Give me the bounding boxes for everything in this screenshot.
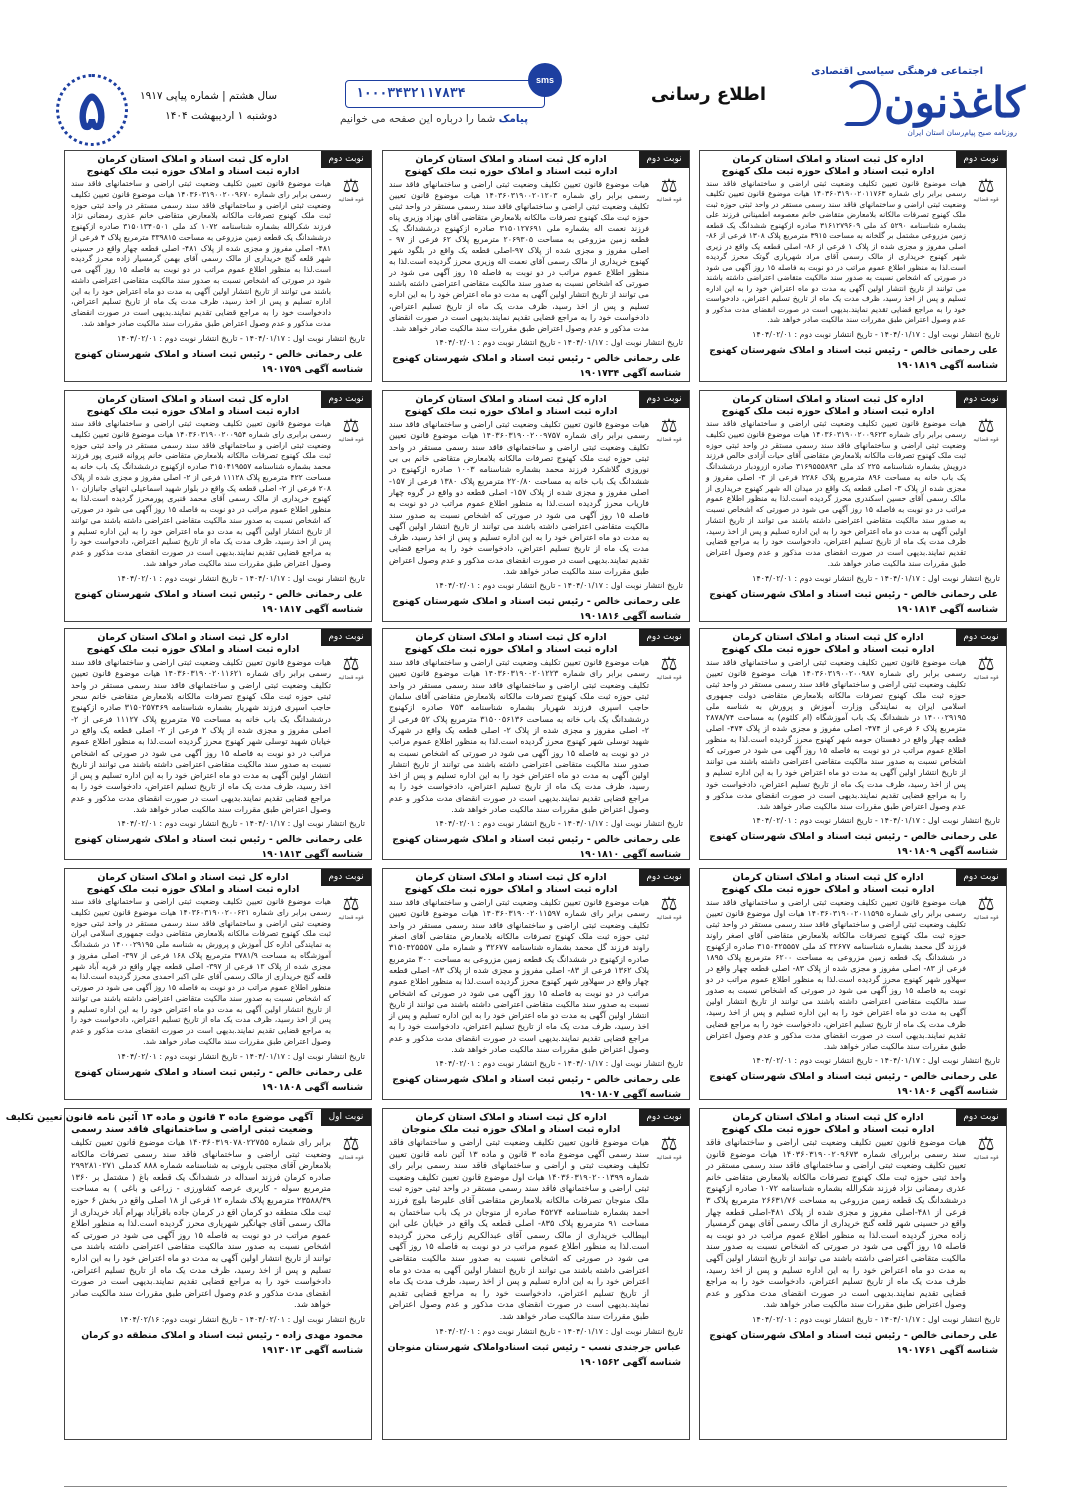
notice-body: هیات موضوع قانون تعیین تکلیف وضعیت ثبتی اراضی و ساختمانهای فاقد سند رسمی برابر رای شماره ۱۴۰۳۶۰۳۱۹۰۰۲۰۱۱۵۹۷ هیات موضوع قانون تعیین تکلیف وضعیت ثبتی اراضی و ساختمانهای فاقد سند رسمی مستقر در واحد ثبتی حوزه ثبت ملک کهنوج تصرفات مالکانه بلامعارض متقاضی آقای اصغر راوند فرزند گل محمد بشماره شناسنامه ۳۲۶۷۷ و شماره ملی ۳۱۵۰۴۲۵۵۵۷ صادره ازکهنوج در ششدانگ یک قطعه زمین مزروعی به مساحت ۳۰۰ مترمربع پلاک ۱۳۶۲ فرعی از ۸۳- اصلی مفروز و مجزی شده از پلاک ۸۳- اصلی قطعه چهار واقع در سهلاور شهر کهنوج محرز گردیده است.لذا به منظور اطلاع عموم مراتب در دو نوبت به فاصله ۱۵ روز آگهی می شود در صورتی که اشخاص نسبت به صدور سند مالکیت متقاضی اعتراضی داشته باشند می توانند از تاریخ انتشار اولین آگهی به مدت دو ماه اعتراض خود را به این اداره تسلیم و پس از اخذ رسید، ظرف مدت یک ماه از تاریخ تسلیم اعتراض، دادخواست خود را به مراجع قضایی تقدیم نمایند.بدیهی است در صورت انقضای مدت مذکور و عدم وصول اعتراض طبق مقررات سند مالکیت صادر خواهد شد. <box>389 897 649 1055</box>
notice-id: شناسه آگهی ۱۹۰۱۷۵۹ <box>261 363 363 375</box>
notice-dates: تاریخ انتشار نوبت اول : ۱۴۰۴/۰۱/۱۷ - تاریخ انتشار نوبت دوم : ۱۴۰۴/۰۲/۰۱ <box>435 819 683 829</box>
scales-of-justice-icon <box>337 175 365 207</box>
notice-signature: محمود مهدی زاده - رئیس ثبت اسناد و املاک منطقه دو کرمان <box>81 1329 363 1341</box>
logo-swirl-icon <box>843 80 881 126</box>
notice-card <box>382 868 690 1100</box>
scales-of-justice-icon <box>655 175 683 207</box>
notice-card <box>699 628 1007 860</box>
emblem-caption: قوه قضائیه <box>973 197 999 203</box>
notice-badge: نوبت دوم <box>321 629 371 646</box>
notice-body: هیات موضوع قانون تعیین تکلیف وضعیت ثبتی اراضی و ساختمانهای فاقد سند رسمی برابر رای شماره ۱۴۰۳۶۰۳۱۹۰۰۲۰۰۶۲۱ هیات موضوع قانون تعیین تکلیف وضعیت ثبتی اراضی و ساختمانهای فاقد سند رسمی مستقر در واحد ثبتی حوزه ثبت ملک کهنوج تصرفات مالکانه بلامعارض متقاضی دولت جمهوری اسلامی ایران به نمایندگی اداره کل آموزش و پرورش به شناسه ملی ۱۴۰۰۰۲۹۱۹۵ در ششدانگ آموزشگاه به مساحت ۳۷۸۱/۹ مترمربع پلاک ۱۶۸ فرعی از ۳۹۷- اصلی مفروز و مجزی شده از پلاک ۱۳ فرعی از ۳۹۷- اصلی قطعه چهار واقع در قریه آباد شهر قلعه گنج خریداری از مالک رسمی آقای علی اکبر احمدی محرز گردیده است.لذا به منظور اطلاع عموم مراتب در دو نوبت به فاصله ۱۵ روز آگهی می شود در صورتی که اشخاص نسبت به صدور سند مالکیت متقاضی اعتراضی داشته باشند می توانند از تاریخ انتشار اولین آگهی به مدت دو ماه اعتراض خود را به این اداره تسلیم و پس از اخذ رسید، ظرف مدت یک ماه از تاریخ تسلیم اعتراض، دادخواست خود را به مراجع قضایی تقدیم نمایند.بدیهی است در صورت انقضای مدت مذکور و عدم وصول اعتراض طبق مقررات سند مالکیت صادر خواهد شد. <box>71 897 332 1046</box>
notice-card <box>382 150 690 382</box>
notice-body: هیات موضوع قانون تعیین تکلیف وضعیت ثبتی اراضی و ساختمانهای فاقد سند رسمی برابر رای شماره ۱۴۰۳۶۰۳۱۹۰۰۲۰۰۹۶۷۰ هیات موضوع قانون تعیین تکلیف وضعیت ثبتی اراضی و ساختمانهای فاقد سند رسمی مستقر در واحد ثبتی حوزه ثبت ملک کهنوج تصرفات مالکانه بلامعارض متقاضی خانم عذری رمضانی نژاد فرزند شکرالله بشماره شناسنامه ۱۰۷۲ کد ملی ۳۱۵۰۱۳۴۰۵۰۱ صادره ازکهنوج درششدانگ یک قطعه زمین مزروعی به مساحت ۳۳۹۸۱۵ مترمربع پلاک ۴ فرعی از ۴۸۱- اصلی مفروز و مجزی شده از پلاک ۴۸۱- اصلی قطعه چهار واقع در حسینی شهر قلعه گنج خریداری از مالک رسمی آقای بهمن گرمسیار زاده محرز گردیده است.لذا به منظور اطلاع عموم مراتب در دو نوبت به فاصله ۱۵ روز آگهی می شود در صورتی که اشخاص نسبت به صدور سند مالکیت متقاضی اعتراضی داشته باشند می توانند از تاریخ انتشار اولین آگهی به مدت دو ماه اعتراض خود را به این اداره تسلیم و پس از اخذ رسید، ظرف مدت یک ماه از تاریخ تسلیم اعتراض، دادخواست خود را به مراجع قضایی تقدیم نمایند.بدیهی است در صورت انقضای مدت مذکور و عدم وصول اعتراض طبق مقررات سند مالکیت صادر خواهد شد. <box>71 179 332 328</box>
notice-subtitle: اداره ثبت اسناد و املاک حوزه ثبت ملک کهنوج <box>721 1124 935 1135</box>
emblem-caption: قوه قضائیه <box>656 1155 682 1161</box>
notice-id: شناسه آگهی ۱۹۰۱۷۶۱ <box>896 1344 998 1356</box>
notice-signature: علی رحمانی خالص - رئیس ثبت اسناد و املاک شهرستان کهنوج <box>709 588 998 600</box>
notice-dates: تاریخ انتشار نوبت اول : ۱۴۰۴/۰۱/۱۷ - تاریخ انتشار نوبت دوم : ۱۴۰۴/۰۲/۰۱ <box>435 581 683 591</box>
scales-glyph-icon: ⚖ <box>342 893 360 915</box>
notice-badge: نوبت دوم <box>956 1109 1006 1126</box>
scales-glyph-icon: ⚖ <box>977 893 995 915</box>
notice-body: هیات موضوع قانون تعیین تکلیف وضعیت ثبتی اراضی و ساختمانهای فاقد سند رسمی برابر رای شماره ۱۴۰۳۶۰۳۱۹۰۰۲۰۰۹۸۷ هیات موضوع قانون تعیین تکلیف وضعیت ثبتی اراضی و ساختمانهای فاقد سند رسمی مستقر در واحد ثبتی حوزه ثبت ملک کهنوج تصرفات مالکانه بلامعارض متقاضی دولت جمهوری اسلامی ایران به نمایندگی وزارت آموزش و پرورش به شناسه ملی ۱۴۰۰۰۲۹۱۹۵ در ششدانگ یک باب آموزشگاه (ام کلثوم) به مساحت ۲۸۷۸/۷۴ مترمربع پلاک ۶ فرعی از ۴۷۴- اصلی مفروز و مجزی شده از پلاک ۴۷۴- اصلی قطعه چهار واقع در دهستان حومه شهر کهنوج محرز گردیده است.لذا به منظور اطلاع عموم مراتب در دو نوبت به فاصله ۱۵ روز آگهی می شود در صورتی که اشخاص نسبت به صدور سند مالکیت متقاضی اعتراضی داشته باشند می توانند از تاریخ انتشار اولین آگهی به مدت دو ماه اعتراض خود را به این اداره تسلیم و پس از اخذ رسید، ظرف مدت یک ماه از تاریخ تسلیم اعتراض، دادخواست خود را به مراجع قضایی تقدیم نمایند.بدیهی است در صورت انقضای مدت مذکور و عدم وصول اعتراض طبق مقررات سند مالکیت صادر خواهد شد. <box>706 658 966 811</box>
notice-dates: تاریخ انتشار نوبت اول : ۱۴۰۴/۰۱/۱۷ - تاریخ انتشار نوبت دوم : ۱۴۰۴/۰۲/۰۱ <box>752 329 1000 339</box>
scales-glyph-icon: ⚖ <box>342 175 360 197</box>
emblem-caption: قوه قضائیه <box>973 437 999 443</box>
notice-card <box>699 390 1007 622</box>
bottom-rule <box>64 1486 1007 1487</box>
notice-body: هیات موضوع قانون تعیین تکلیف وضعیت ثبتی اراضی و ساختمانهای فاقد سند رسمی برابر رای شماره ۱۴۰۳۶۰۳۱۹۰۰۲۰۱۲۰۳ هیات موضوع قانون تعیین تکلیف وضعیت ثبتی اراضی و ساختمانهای فاقد سند رسمی مستقر در واحد ثبتی حوزه ثبت ملک کهنوج تصرفات مالکانه بلامعارض متقاضی آقای بهزاد وزیری پناه فرزند نعمت اله بشماره ملی ۳۱۵۰۱۲۷۶۹۱ صادره ازکهنوج درششدانگ یک قطعه زمین مزروعی به مساحت ۲۰۶۹۳۰۵ مترمربع پلاک ۶۲ فرعی از ۹۷ - اصلی مفروز و مجزی شده از پلاک ۹۷-اصلی قطعه یک واقع در بلگود شهر کهنوج خریداری از مالک رسمی آقای نعمت اله وزیری محرز گردیده است.لذا به منظور اطلاع عموم مراتب در دو نوبت به فاصله ۱۵ روز آگهی می شود در صورتی که اشخاص نسبت به صدور سند مالکیت متقاضی اعتراضی داشته باشند می توانند از تاریخ انتشار اولین آگهی به مدت دو ماه اعتراض خود را به این اداره تسلیم و پس از اخذ رسید، ظرف مدت یک ماه از تاریخ تسلیم اعتراض، دادخواست خود را به مراجع قضایی تقدیم نمایند.بدیهی است در صورت انقضای مدت مذکور و عدم وصول اعتراض طبق مقررات سند مالکیت صادر خواهد شد. <box>389 180 649 333</box>
notice-signature: علی رحمانی خالص - رئیس ثبت اسناد و املاک شهرستان کهنوج <box>392 834 681 846</box>
sms-number-box[interactable] <box>345 75 554 108</box>
scales-glyph-icon: ⚖ <box>342 1133 360 1155</box>
scales-of-justice-icon <box>972 415 1000 447</box>
notice-title: اداره کل ثبت اسناد و املاک استان کرمان <box>97 394 289 405</box>
notice-subtitle: اداره ثبت اسناد و املاک حوزه ثبت ملک کهنوج <box>404 166 618 177</box>
scales-glyph-icon: ⚖ <box>342 415 360 437</box>
notice-body: هیات موضوع قانون تعیین تکلیف وضعیت ثبتی اراضی و ساختمانهای فاقد سند رسمی برابر رای شماره ۱۴۰۳۶۰۳۱۹۰۰۲۰۰۹۷۵۷ هیات موضوع قانون تعیین تکلیف وضعیت ثبتی اراضی و ساختمانهای فاقد سند رسمی مستقر در واحد ثبتی حوزه ثبت ملک کهنوج تصرفات مالکانه بلامعارض متقاضی خانم بی بی نوروزی گلاشکرد فرزند محمد بشماره شناسنامه ۱۰۰۳ صادره ازکهنوج در ششدانگ یک باب خانه به مساحت ۲۲۰/۸۰ مترمربع پلاک ۱۳۸۰ فرعی از ۱۵۷- اصلی مفروز و مجزی شده از پلاک ۱۵۷- اصلی قطعه دو واقع در گروه چهار فاریاب محرز گردیده است.لذا به منظور اطلاع عموم مراتب در دو نوبت به فاصله ۱۵ روز آگهی می شود در صورتی که اشخاص نسبت به صدور سند مالکیت متقاضی اعتراضی داشته باشند می توانند از تاریخ انتشار اولین آگهی به مدت دو ماه اعتراض خود را به این اداره تسلیم و پس از اخذ رسید، ظرف مدت یک ماه از تاریخ تسلیم اعتراض، دادخواست خود را به مراجع قضایی تقدیم نمایند.بدیهی است در صورت انقضای مدت مذکور و عدم وصول اعتراض طبق مقررات سند مالکیت صادر خواهد شد. <box>389 419 650 577</box>
notice-id: شناسه آگهی ۱۹۰۱۷۳۴ <box>579 367 681 379</box>
notice-signature: علی رحمانی خالص - رئیس ثبت اسناد و املاک شهرستان کهنوج <box>74 1066 363 1078</box>
notice-title: آگهی موضوع ماده ۳ قانون و ماده ۱۳ آئین نامه قانون تعیین تکلیف <box>5 1112 313 1123</box>
notice-signature: علی رحمانی خالص - رئیس ثبت اسناد و املاک شهرستان کهنوج <box>392 352 681 364</box>
sms-caption <box>340 113 528 125</box>
issue-line-1: سال هشتم | شماره پیاپی ۱۹۱۷ <box>140 90 278 102</box>
logo-subtitle: روزنامه صبح پیام‌رسان استان ایران <box>907 128 1017 137</box>
notice-badge: نوبت دوم <box>639 1109 689 1126</box>
scales-of-justice-icon <box>972 175 1000 207</box>
notice-badge: نوبت دوم <box>321 391 371 408</box>
scales-glyph-icon: ⚖ <box>660 415 678 437</box>
scales-of-justice-icon <box>655 893 683 925</box>
notice-subtitle: اداره ثبت اسناد و املاک حوزه ثبت ملک کهنوج <box>86 406 300 417</box>
notice-body: هیات موضوع قانون تعیین تکلیف وضعیت ثبتی اراضی و ساختمانهای فاقد سند رسمی برابر رای شماره ۱۴۰۳۶۰۳۱۹۰۰۲۰۱۱۵۹۵ هیات اول موضوع قانون تعیین تکلیف وضعیت ثبتی اراضی و ساختمانهای فاقد سند رسمی مستقر در واحد ثبتی حوزه ثبت ملک کهنوج تصرفات مالکانه بلامعارض متقاضی آقای اصغر راوند فرزند گل محمد بشماره شناسنامه ۳۲۶۷۷ کد ملی ۳۱۵۰۴۲۵۵۵۷ صادره ازکهنوج در ششدانگ یک قطعه زمین مزروعی به مساحت ۶۲۰۰ مترمربع پلاک ۱۸۹۵ فرعی از ۸۳- اصلی مفروز و مجزی شده از پلاک ۸۳- اصلی قطعه چهار واقع در سهلاور شهر کهنوج محرز گردیده است.لذا به منظور اطلاع عموم مراتب در دو نوبت به فاصله ۱۵ روز آگهی می شود در صورتی که اشخاص نسبت به صدور سند مالکیت متقاضی اعتراضی داشته باشند می توانند از تاریخ انتشار اولین آگهی به مدت دو ماه اعتراض خود را به این اداره تسلیم و پس از اخذ رسید، ظرف مدت یک ماه از تاریخ تسلیم اعتراض، دادخواست خود را به مراجع قضایی تقدیم نمایند.بدیهی است در صورت انقضای مدت مذکور و عدم وصول اعتراض طبق مقررات سند مالکیت صادر خواهد شد. <box>706 898 966 1051</box>
notice-badge: نوبت دوم <box>639 391 689 408</box>
notice-subtitle: اداره ثبت اسناد و املاک حوزه ثبت ملک منوجان <box>401 1124 621 1135</box>
notice-body: هیات موضوع قانون تعیین تکلیف وضعیت ثبتی اراضی و ساختمانهای فاقد سند رسمی برابر رای شماره ۱۴۰۳۶۰۳۱۹۰۰۲۰۰۹۶۲۳ هیات موضوع قانون تعیین تکلیف وضعیت ثبتی اراضی و ساختمانهای فاقد سند رسمی مستقر در واحد ثبتی حوزه ثبت ملک کهنوج تصرفات مالکانه بلامعارض متقاضی آقای حیات آزادی خالص فرزند درویش بشماره شناسنامه ۲۲۵ کد ملی ۳۱۶۹۵۵۵۸۹۳ صادره ازرودبار درششدانگ یک باب خانه به مساحت ۸۹۶ مترمربع پلاک ۲۲۸۶ فرعی از ۳- اصلی مفروز و مجزی شده از پلاک ۳- اصلی قطعه یک واقع در میدان اله شهر کهنوج خریداری از مالک رسمی آقای حسین اسکندری محرز گردیده است.لذا به منظور اطلاع عموم مراتب در دو نوبت به فاصله ۱۵ روز آگهی می شود در صورتی که اشخاص نسبت به صدور سند مالکیت متقاضی اعتراضی داشته باشند می توانند از تاریخ انتشار اولین آگهی به مدت دو ماه اعتراض خود را به این اداره تسلیم و پس از اخذ رسید، ظرف مدت یک ماه از تاریخ تسلیم اعتراض، دادخواست خود را به مراجع قضایی تقدیم نمایند.بدیهی است در صورت انقضای مدت مذکور و عدم وصول اعتراض طبق مقررات سند مالکیت صادر خواهد شد. <box>706 419 967 568</box>
emblem-caption: قوه قضائیه <box>338 915 364 921</box>
scales-of-justice-icon <box>655 653 683 685</box>
notice-subtitle: اداره ثبت اسناد و املاک حوزه ثبت ملک کهنوج <box>86 884 300 895</box>
sms-caption-bold: پیامک <box>498 113 529 125</box>
notice-dates: تاریخ انتشار نوبت اول : ۱۴۰۴/۰۲/۰۱ - تاریخ انتشار نوبت دوم: ۱۴۰۴/۰۲/۱۶ <box>119 1314 365 1324</box>
notice-body: هیات موضوع قانون تعیین تکلیف وضعیت ثبتی اراضی و ساختمانهای فاقد سند رسمی برابر رای شماره ۱۴۰۳۶۰۳۱۹۰۰۲۰۱۲۲۳ هیات موضوع قانون تعیین تکلیف وضعیت ثبتی اراضی و ساختمانهای فاقد سند رسمی مستقر در واحد ثبتی حوزه ثبت ملک کهنوج تصرفات مالکانه بلامعارض متقاضی آقای سلمان حاجب اسپری فرزند شهریار بشماره شناسنامه ۷۵۳ صادره ازکهنوج درششدانگ یک باب خانه به مساحت ۳۱۵۰۰۵۶۱۳۶ مترمربع پلاک ۵۲ فرعی از ۲- اصلی مفروز و مجزی شده از پلاک ۲- اصلی قطعه یک واقع در شهرک شهید توسلی شهر کهنوج محرز گردیده است.لذا به منظور اطلاع عموم مراتب در دو نوبت به فاصله ۱۵ روز آگهی می شود در صورتی که اشخاص نسبت به صدور سند مالکیت متقاضی اعتراضی داشته باشند می توانند از تاریخ انتشار اولین آگهی به مدت دو ماه اعتراض خود را به این اداره تسلیم و پس از اخذ رسید، ظرف مدت یک ماه از تاریخ تسلیم اعتراض، دادخواست خود را به مراجع قضایی تقدیم نمایند.بدیهی است در صورت انقضای مدت مذکور و عدم وصول اعتراض طبق مقررات سند مالکیت صادر خواهد شد. <box>389 657 650 815</box>
scales-glyph-icon: ⚖ <box>660 893 678 915</box>
notice-title: اداره کل ثبت اسناد و املاک استان کرمان <box>97 154 289 165</box>
notice-card <box>64 390 372 622</box>
scales-of-justice-icon <box>972 893 1000 925</box>
scales-glyph-icon: ⚖ <box>977 175 995 197</box>
logo-tagline: اجتماعی فرهنگی سیاسی اقتصادی <box>811 66 983 77</box>
notice-id: شناسه آگهی ۱۹۱۳۰۱۳ <box>261 1344 363 1356</box>
notice-id: شناسه آگهی ۱۹۰۱۸۰۹ <box>896 845 998 857</box>
notice-title: اداره کل ثبت اسناد و املاک استان کرمان <box>415 872 607 883</box>
emblem-caption: قوه قضائیه <box>656 675 682 681</box>
notice-card <box>5 1108 372 1440</box>
issue-line-2: دوشنبه ۱ اردیبهشت ۱۴۰۴ <box>165 110 278 122</box>
notice-id: شناسه آگهی ۱۹۰۱۵۶۲ <box>579 1356 681 1368</box>
notice-title: اداره کل ثبت اسناد و املاک استان کرمان <box>415 394 607 405</box>
notice-signature: علی رحمانی خالص - رئیس ثبت اسناد و املاک شهرستان کهنوج <box>392 1074 681 1086</box>
notice-badge: نوبت دوم <box>321 869 371 886</box>
notice-badge: نوبت دوم <box>956 629 1006 646</box>
scales-of-justice-icon <box>337 1133 365 1165</box>
notice-dates: تاریخ انتشار نوبت اول : ۱۴۰۴/۰۱/۱۷ - تاریخ انتشار نوبت دوم : ۱۴۰۴/۰۲/۰۱ <box>435 1326 683 1336</box>
page-number: ۵ <box>77 78 107 142</box>
notice-card <box>382 628 690 860</box>
notice-dates: تاریخ انتشار نوبت اول : ۱۴۰۴/۰۱/۱۷ - تاریخ انتشار نوبت دوم : ۱۴۰۴/۰۲/۰۱ <box>117 573 365 583</box>
notice-signature: علی رحمانی خالص - رئیس ثبت اسناد و املاک شهرستان کهنوج <box>709 1329 998 1341</box>
notice-id: شناسه آگهی ۱۹۰۱۸۱۰ <box>579 849 681 861</box>
notice-id: شناسه آگهی ۱۹۰۱۸۰۷ <box>579 1089 681 1101</box>
notice-card <box>382 390 690 622</box>
notice-signature: علی رحمانی خالص - رئیس ثبت اسناد و املاک شهرستان کهنوج <box>74 348 363 360</box>
emblem-caption: قوه قضائیه <box>656 915 682 921</box>
notice-card <box>699 1108 1007 1440</box>
notice-badge: نوبت دوم <box>956 869 1006 886</box>
notice-badge: نوبت دوم <box>639 869 689 886</box>
notice-card <box>699 868 1007 1100</box>
emblem-caption: قوه قضائیه <box>973 915 999 921</box>
scales-of-justice-icon <box>337 653 365 685</box>
newspaper-logo[interactable] <box>811 66 1031 144</box>
notice-title: اداره کل ثبت اسناد و املاک استان کرمان <box>415 632 607 643</box>
notice-body: هیات موضوع قانون تعیین تکلیف وضعیت ثبتی اراضی و ساختمانهای فاقد سند رسمی برابر رای شماره ۱۴۰۳۶۰۳۱۹۰۰۲۰۱۱۷۶۳ هیات موضوع قانون تعیین تکلیف وضعیت ثبتی اراضی و ساختمانهای فاقد سند رسمی مستقر در واحد ثبتی حوزه ثبت ملک کهنوج تصرفات مالکانه بلامعارض متقاضی خانم معصومه اطمینانی فرزند علی بشماره شناسنامه ۵۲۹۰ کد ملی ۳۱۶۱۲۷۹۶۰۹ صادره ازکهنوج ششدانگ یک قطعه زمین مزروعی مشتمل بر گلخانه به مساحت ۳۹۱۵ مترمربع پلاک ۱۳۰۸ فرعی از ۸۶- اصلی مفروز و مجزی شده از پلاک ۱ فرعی از ۸۶- اصلی قطعه یک واقع در زیری شهر کهنوج خریداری از مالک رسمی آقای مراد شهریاری گوتک محرز گردیده است.لذا به منظور اطلاع عموم مراتب در دو نوبت به فاصله ۱۵ روز آگهی می شود در صورتی که اشخاص نسبت به صدور سند مالکیت متقاضی اعتراضی داشته باشند می توانند از تاریخ انتشار اولین آگهی به مدت دو ماه اعتراض خود را به این اداره تسلیم و پس از اخذ رسید، ظرف مدت یک ماه از تاریخ تسلیم اعتراض، دادخواست خود را به مراجع قضایی تقدیم نمایند.بدیهی است در صورت انقضای مدت مذکور و عدم وصول اعتراض طبق مقررات سند مالکیت صادر خواهد شد. <box>706 179 967 325</box>
scales-glyph-icon: ⚖ <box>660 1133 678 1155</box>
notice-dates: تاریخ انتشار نوبت اول : ۱۴۰۴/۰۱/۱۷ - تاریخ انتشار نوبت دوم : ۱۴۰۴/۰۲/۰۱ <box>117 333 365 343</box>
notice-card <box>64 628 372 860</box>
notice-dates: تاریخ انتشار نوبت اول : ۱۴۰۴/۰۱/۱۷ - تاریخ انتشار نوبت دوم : ۱۴۰۴/۰۲/۰۱ <box>435 337 683 347</box>
notice-id: شناسه آگهی ۱۹۰۱۸۱۶ <box>579 611 681 623</box>
notice-dates: تاریخ انتشار نوبت اول : ۱۴۰۴/۰۱/۱۷ - تاریخ انتشار نوبت دوم : ۱۴۰۴/۰۲/۰۱ <box>752 1314 1000 1324</box>
sms-caption-rest: شما را درباره این صفحه می خوانیم <box>340 113 496 125</box>
notice-id: شناسه آگهی ۱۹۰۱۸۰۶ <box>896 1085 998 1097</box>
notice-dates: تاریخ انتشار نوبت اول : ۱۴۰۴/۰۱/۱۷ - تاریخ انتشار نوبت دوم : ۱۴۰۴/۰۲/۰۱ <box>752 815 1000 825</box>
notice-card <box>699 150 1007 382</box>
notice-signature: علی رحمانی خالص - رئیس ثبت اسناد و املاک شهرستان کهنوج <box>74 588 363 600</box>
emblem-caption: قوه قضائیه <box>973 675 999 681</box>
scales-of-justice-icon <box>655 415 683 447</box>
page-header <box>40 58 1031 146</box>
notice-card <box>382 1108 690 1440</box>
notice-subtitle: اداره ثبت اسناد و املاک حوزه ثبت ملک کهنوج <box>721 884 935 895</box>
notice-id: شناسه آگهی ۱۹۰۱۸۱۷ <box>261 603 363 615</box>
issue-info <box>140 86 277 126</box>
notice-title: اداره کل ثبت اسناد و املاک استان کرمان <box>415 1112 607 1123</box>
notice-body: برابر رای شماره ۱۴۰۳۶۰۳۱۹۰۷۸۰۲۲۷۵۵ هیات موضوع قانون تعیین تکلیف وضعیت ثبتی اراضی و ساختمانهای فاقد سند رسمی تصرفات مالکانه بلامعارض آقای مجتبی بارونی به شناسنامه شماره ۸۸۸ کدملی ۲۹۹۲۸۱۰۲۷۱ صادره کرمان فرزند اسداله در ششدانگ یک قطعه باغ ( مشتمل بر ۱۳۶۰ مترمربع سوله - کاربری عرصه کشاورزی - زراعی و باغی ) به مساحت ۲۳۵۸۸/۳۹ مترمربع پلاک شماره ۱۲ فرعی از ۱۸ اصلی واقع در بخش ۶ حوزه ثبت ملک منطقه دو کرمان اقع در کرمان جاده باقرآباد بهرام آباد خریداری از مالک رسمی آقای جهانگیر شهریاری محرز گردیده است.لذا به منظور اطلاع عموم مراتب در دو نوبت به فاصله ۱۵ روز آگهی می شود در صورتی که اشخاص نسبت به صدور سند مالکیت متقاضی اعتراضی داشته باشند می توانند از تاریخ انتشار اولین آگهی به مدت دو ماه اعتراض خود را به این اداره تسلیم و پس از اخذ رسید، ظرف مدت یک ماه از تاریخ تسلیم اعتراض، دادخواست خود را به مراجع قضایی تقدیم نمایند.بدیهی است در صورت انقضای مدت مذکور و عدم وصول اعتراض طبق مقررات سند مالکیت صادر خواهد شد. <box>71 1137 332 1310</box>
page-number-badge <box>56 74 128 146</box>
notice-title: اداره کل ثبت اسناد و املاک استان کرمان <box>97 632 289 643</box>
notice-subtitle: اداره ثبت اسناد و املاک حوزه ثبت ملک کهنوج <box>86 644 300 655</box>
logo-name: کاغذنون <box>883 78 1025 127</box>
notice-badge: نوبت اول <box>321 1109 371 1126</box>
notice-subtitle: وضعیت ثبتی اراضی و ساختمانهای فاقد سند رسمی <box>71 1124 313 1135</box>
notice-body: هیات موضوع قانون تعیین تکلیف وضعیت ثبتی اراضی و ساختمانهای فاقد سند رسمی برابر رای شماره ۱۴۰۳۶۰۳۱۹۰۰۲۰۱۱۶۲۱ هیات موضوع قانون تعیین تکلیف وضعیت ثبتی اراضی و ساختمانهای فاقد سند رسمی مستقر در واحد ثبتی حوزه ثبت ملک کهنوج تصرفات مالکانه بلامعارض متقاضی خانم سحر حاجب اسپری فرزند شهریار بشماره شناسنامه ۳۱۵۰۲۵۷۴۶۹ صادره ازکهنوج درششدانگ یک باب خانه به مساحت ۷۵ مترمربع پلاک ۱۱۱۲۷ فرعی از ۲- اصلی مفروز و مجزی شده از پلاک ۲ فرعی از ۲- اصلی قطعه یک واقع در خیابان شهید توسلی شهر کهنوج محرز گردیده است.لذا به منظور اطلاع عموم مراتب در دو نوبت به فاصله ۱۵ روز آگهی می شود در صورتی که اشخاص نسبت به صدور سند مالکیت متقاضی اعتراضی داشته باشند می توانند از تاریخ انتشار اولین آگهی به مدت دو ماه اعتراض خود را به این اداره تسلیم و پس از اخذ رسید، ظرف مدت یک ماه از تاریخ تسلیم اعتراض، دادخواست خود را به مراجع قضایی تقدیم نمایند.بدیهی است در صورت انقضای مدت مذکور و عدم وصول اعتراض طبق مقررات سند مالکیت صادر خواهد شد. <box>71 657 331 815</box>
notice-subtitle: اداره ثبت اسناد و املاک حوزه ثبت ملک کهنوج <box>721 406 935 417</box>
notice-signature: علی رحمانی خالص - رئیس ثبت اسناد و املاک شهرستان کهنوج <box>74 834 363 846</box>
emblem-caption: قوه قضائیه <box>338 437 364 443</box>
notice-badge: نوبت دوم <box>321 151 371 168</box>
scales-glyph-icon: ⚖ <box>342 653 360 675</box>
notice-signature: علی رحمانی خالص - رئیس ثبت اسناد و املاک شهرستان کهنوج <box>392 596 681 608</box>
scales-of-justice-icon <box>337 893 365 925</box>
notice-id: شناسه آگهی ۱۹۰۱۸۱۹ <box>896 359 998 371</box>
scales-glyph-icon: ⚖ <box>977 1133 995 1155</box>
scales-glyph-icon: ⚖ <box>660 653 678 675</box>
notice-dates: تاریخ انتشار نوبت اول : ۱۴۰۴/۰۱/۱۷ - تاریخ انتشار نوبت دوم : ۱۴۰۴/۰۲/۰۱ <box>752 1055 1000 1065</box>
sms-number: ۱۰۰۰۳۴۳۲۱۱۷۸۳۴ <box>356 86 466 101</box>
notice-dates: تاریخ انتشار نوبت اول : ۱۴۰۴/۰۱/۱۷ - تاریخ انتشار نوبت دوم : ۱۴۰۴/۰۲/۰۱ <box>117 819 365 829</box>
notice-id: شناسه آگهی ۱۹۰۱۸۱۳ <box>261 849 363 861</box>
notice-title: اداره کل ثبت اسناد و املاک استان کرمان <box>732 154 924 165</box>
notice-title: اداره کل ثبت اسناد و املاک استان کرمان <box>732 872 924 883</box>
notice-signature: عباس جرجندی نسب - رئیس ثبت اسنادواملاک شهرستان منوجان <box>387 1341 681 1353</box>
emblem-caption: قوه قضائیه <box>338 675 364 681</box>
scales-glyph-icon: ⚖ <box>977 653 995 675</box>
emblem-caption: قوه قضائیه <box>656 197 682 203</box>
notice-dates: تاریخ انتشار نوبت اول : ۱۴۰۴/۰۱/۱۷ - تاریخ انتشار نوبت دوم : ۱۴۰۴/۰۲/۰۱ <box>435 1059 683 1069</box>
notice-title: اداره کل ثبت اسناد و املاک استان کرمان <box>732 632 924 643</box>
notice-dates: تاریخ انتشار نوبت اول : ۱۴۰۴/۰۱/۱۷ - تاریخ انتشار نوبت دوم : ۱۴۰۴/۰۲/۰۱ <box>117 1051 365 1061</box>
notice-title: اداره کل ثبت اسناد و املاک استان کرمان <box>732 1112 924 1123</box>
notice-subtitle: اداره ثبت اسناد و املاک حوزه ثبت ملک کهنوج <box>404 884 618 895</box>
emblem-caption: قوه قضائیه <box>338 197 364 203</box>
scales-of-justice-icon <box>972 1133 1000 1165</box>
notice-subtitle: اداره ثبت اسناد و املاک حوزه ثبت ملک کهنوج <box>404 406 618 417</box>
notice-subtitle: اداره ثبت اسناد و املاک حوزه ثبت ملک کهنوج <box>721 166 935 177</box>
notice-subtitle: اداره ثبت اسناد و املاک حوزه ثبت ملک کهنوج <box>404 644 618 655</box>
notice-signature: علی رحمانی خالص - رئیس ثبت اسناد و املاک شهرستان کهنوج <box>709 830 998 842</box>
notice-card <box>64 150 372 382</box>
scales-of-justice-icon <box>655 1133 683 1165</box>
notice-dates: تاریخ انتشار نوبت اول : ۱۴۰۴/۰۱/۱۷ - تاریخ انتشار نوبت دوم : ۱۴۰۴/۰۲/۰۱ <box>752 573 1000 583</box>
scales-of-justice-icon <box>972 653 1000 685</box>
notice-subtitle: اداره ثبت اسناد و املاک حوزه ثبت ملک کهنوج <box>721 644 935 655</box>
scales-glyph-icon: ⚖ <box>660 175 678 197</box>
emblem-caption: قوه قضائیه <box>973 1155 999 1161</box>
notice-badge: نوبت دوم <box>639 151 689 168</box>
emblem-caption: قوه قضائیه <box>656 437 682 443</box>
sms-icon: sms <box>528 63 562 97</box>
scales-glyph-icon: ⚖ <box>977 415 995 437</box>
notice-card <box>64 868 372 1100</box>
scales-of-justice-icon <box>337 415 365 447</box>
notice-id: شناسه آگهی ۱۹۰۱۸۰۸ <box>261 1081 363 1093</box>
notice-body: هیات موضوع قانون تعیین تکلیف وضعیت ثبتی اراضی و ساختمانهای فاقد سند رسمی آگهی موضوع ماده ۳ قانون و ماده ۱۳ آئین نامه قانون تعیین تکلیف وضعیت ثبتی و اراضی و ساختمانهای فاقد سند رسمی برابر رای شماره ۱۴۰۳۶۰۳۱۹۰۲۰۰۱۳۹۹ هیات اول موضوع قانون تعیین تکلیف وضعیت ثبتی اراضی و ساختمانهای فاقد سند رسمی مستقر در واحد ثبتی حوزه ثبت ملک منوجان تصرفات مالکانه بلامعارض متقاضی آقای علیرضا بلوچ فرزند احمد بشماره شناسنامه ۴۵۲۷۴ صادره از منوجان در یک باب ساختمان به مساحت ۹۱ مترمربع پلاک ۸۳۵- اصلی قطعه یک واقع در خیابان علی ابن ابیطالب خریداری از مالک رسمی آقای عبدالکریم زارعی محرز گردیده است.لذا به منظور اطلاع عموم مراتب در دو نوبت به فاصله ۱۵ روز آگهی می شود در صورتی که اشخاص نسبت به صدور سند مالکیت متقاضی اعتراضی داشته باشند می توانند از تاریخ انتشار اولین آگهی به مدت دو ماه اعتراض خود را به این اداره تسلیم و پس از اخذ رسید، ظرف مدت یک ماه از تاریخ تسلیم اعتراض، دادخواست خود را به مراجع قضایی تقدیم نمایند.بدیهی است در صورت انقضای مدت مذکور و عدم وصول اعتراض طبق مقررات سند مالکیت صادر خواهد شد. <box>389 1137 650 1321</box>
notice-badge: نوبت دوم <box>956 151 1006 168</box>
notice-signature: علی رحمانی خالص - رئیس ثبت اسناد و املاک شهرستان کهنوج <box>709 1070 998 1082</box>
emblem-caption: قوه قضائیه <box>338 1155 364 1161</box>
notice-badge: نوبت دوم <box>956 391 1006 408</box>
notice-title: اداره کل ثبت اسناد و املاک استان کرمان <box>732 394 924 405</box>
section-title: اطلاع رسانی <box>650 84 766 105</box>
notice-badge: نوبت دوم <box>639 629 689 646</box>
notice-body: هیات موضوع قانون تعیین تکلیف وضعیت ثبتی اراضی و ساختمانهای فاقد سند رسمی برابری رای شماره ۱۴۰۳۶۰۳۱۹۰۰۲۰۰۹۵۴ هیات موضوع قانون تعیین تکلیف وضعیت ثبتی اراضی و ساختمانهای فاقد سند رسمی مستقر در واحد ثبتی حوزه ثبت ملک کهنوج تصرفات مالکانه بلامعارض متقاضی خانم پروانه قنبری پور فرزند محمد بشماره شناسنامه ۳۱۵۰۴۱۹۵۵۷ صادره ازکهنوج درششدانگ یک باب خانه به مساحت ۴۲۲ مترمربع پلاک ۱۱۱۲۸ فرعی از ۲- اصلی مفروز و مجزی شده از پلاک ۲۰۸ فرعی از ۲- اصلی قطعه یک واقع در بلوار شهید اسماعیلی انتهای جانبازان ۱۰ کهنوج خریداری از مالک رسمی آقای محمد قنبری پورمحرز گردیده است.لذا به منظور اطلاع عموم مراتب در دو نوبت به فاصله ۱۵ روز آگهی می شود در صورتی که اشخاص نسبت به صدور سند مالکیت متقاضی اعتراضی داشته باشند می توانند از تاریخ انتشار اولین آگهی به مدت دو ماه اعتراض خود را به این اداره تسلیم و پس از اخذ رسید، ظرف مدت یک ماه از تاریخ تسلیم اعتراض، دادخواست خود را به مراجع قضایی تقدیم نمایند.بدیهی است در صورت انقضای مدت مذکور و عدم وصول اعتراض طبق مقررات سند مالکیت صادر خواهد شد. <box>71 419 332 568</box>
notice-subtitle: اداره ثبت اسناد و املاک حوزه ثبت ملک کهنوج <box>86 166 300 177</box>
notice-title: اداره کل ثبت اسناد و املاک استان کرمان <box>415 154 607 165</box>
notice-signature: علی رحمانی خالص - رئیس ثبت اسناد و املاک شهرستان کهنوج <box>709 344 998 356</box>
notice-body: هیات موضوع قانون تعیین تکلیف وضعیت ثبتی اراضی و ساختمانهای فاقد سند رسمی برابررای شماره ۱۴۰۳۶۰۳۱۹۰۰۲۰۹۶۷۳ هیات موضوع قانون تعیین تکلیف وضعیت ثبتی اراضی و ساختمانهای فاقد سند رسمی مستقر در واحد ثبتی حوزه ثبت ملک کهنوج تصرفات مالکانه بلامعارض متقاضی خانم عذری رمضانی نژاد فرزند شکرالله بشماره شناسنامه ۱۰۷۲ صادره ازکهنوج درششدانگ یک قطعه زمین مزروعی به مساحت ۲۶۶۳۱/۷۶ مترمربع پلاک ۳ فرعی از ۴۸۱-اصلی مفروز و مجزی شده از پلاک ۴۸۱-اصلی قطعه چهار واقع در حسینی شهر قلعه گنج خریداری از مالک رسمی آقای بهمن گرمسیار زاده محرز گردیده است.لذا به منظور اطلاع عموم مراتب در دو نوبت به فاصله ۱۵ روز آگهی می شود در صورتی که اشخاص نسبت به صدور سند مالکیت متقاضی اعتراضی داشته باشند می توانند از تاریخ انتشار اولین آگهی به مدت دو ماه اعتراض خود را به این اداره تسلیم و پس از اخذ رسید، ظرف مدت یک ماه از تاریخ تسلیم اعتراض، دادخواست خود را به مراجع قضایی تقدیم نمایند.بدیهی است در صورت انقضای مدت مذکور و عدم وصول اعتراض طبق مقررات سند مالکیت صادر خواهد شد. <box>706 1137 967 1310</box>
notice-title: اداره کل ثبت اسناد و املاک استان کرمان <box>97 872 289 883</box>
notice-id: شناسه آگهی ۱۹۰۱۸۱۴ <box>896 603 998 615</box>
